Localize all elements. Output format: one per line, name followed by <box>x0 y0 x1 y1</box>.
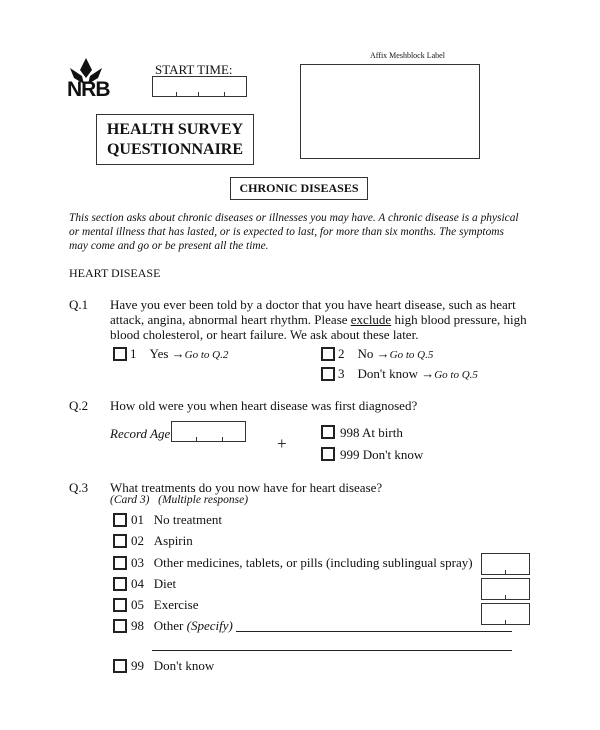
code-input[interactable] <box>481 553 530 575</box>
q1-yes-checkbox[interactable] <box>113 347 127 361</box>
subsection-heading: HEART DISEASE <box>69 266 161 280</box>
q3-option-checkbox[interactable] <box>113 598 127 612</box>
q2-dont-know-checkbox[interactable] <box>321 447 335 461</box>
record-age-label: Record Age <box>110 426 171 441</box>
q3-number: Q.3 <box>69 480 89 495</box>
q1-dont-know-checkbox[interactable] <box>321 367 335 381</box>
specify-line-2[interactable] <box>152 650 512 651</box>
q3-option-checkbox[interactable] <box>113 556 127 570</box>
start-time-label: START TIME: <box>155 62 233 77</box>
code-input[interactable] <box>481 603 530 625</box>
q2-at-birth-checkbox[interactable] <box>321 425 335 439</box>
code-input[interactable] <box>481 578 530 600</box>
logo-text: NRB <box>67 78 110 101</box>
record-age-input[interactable] <box>171 421 246 442</box>
q2-text: How old were you when heart disease was first diagnosed? <box>110 398 418 413</box>
q2-number: Q.2 <box>69 398 89 413</box>
intro-text: This section asks about chronic diseases or illnesses you may have. A chronic disease is a physical or mental illness that has lasted, or is expected to last, for more than six months. The symptoms may come and go or be present all the time. <box>69 212 519 252</box>
q3-option-checkbox[interactable] <box>113 513 127 527</box>
q3-option-checkbox[interactable] <box>113 659 127 673</box>
q1-text: Have you ever been told by a doctor that you have heart disease, such as heart attack, angina, abnormal heart rhythm. Please exclude high blood pressure, high blood cholesterol, or heart failure. We ask about these later. <box>110 297 527 342</box>
title-box <box>96 114 254 165</box>
meshblock-label: Affix Meshblock Label <box>370 51 445 60</box>
title-line-2: QUESTIONNAIRE <box>106 141 244 158</box>
plus-sign: + <box>277 434 287 453</box>
q3-option-checkbox[interactable] <box>113 619 127 633</box>
q3-text: What treatments do you now have for heart disease? <box>110 480 383 495</box>
start-time-input[interactable] <box>152 76 247 97</box>
title-line-1: HEALTH SURVEY <box>106 121 244 138</box>
q1-no-checkbox[interactable] <box>321 347 335 361</box>
section-title: CHRONIC DISEASES <box>230 177 368 200</box>
q1-number: Q.1 <box>69 297 89 312</box>
questionnaire-page: NRB START TIME: Affix Meshblock Label HEALTH SURVEY QUESTIONNAIRE CHRONIC DISEASES This section asks about chronic diseases or illnesses you may have. A chronic disease is a physical or mental illness that has lasted, or is expected to last, for more than six months. The symptoms may come and go or be present all the time. HEART DISEASE Q.1 Have you ever been told by a doctor that you have heart disease, such as heart attack, angina, abnormal heart rhythm. Please exclude high blood pressure, high blood cholesterol, or heart failure. We ask about these later. 1 Yes →Go to Q.2 2 No →Go to Q.5 3 Don't know →Go to Q.5 Q.2 How old were you when heart disease was first diagnosed? Record Age + 998 At birth 999 Don't know Q.3 What treatments do you now have for heart disease? (Card 3) (Multiple response) 01 No treatment 02 Aspirin 03 Other medicines, tablets, or pills (including sublingual spray) 04 Diet 05 Exercise 98 Other (Specify) 99 Don't know <box>0 0 600 730</box>
q3-option-checkbox[interactable] <box>113 534 127 548</box>
q3-subtext: (Card 3) (Multiple response) <box>110 494 249 506</box>
q3-option-checkbox[interactable] <box>113 577 127 591</box>
specify-line-1[interactable] <box>236 631 512 632</box>
meshblock-label-box <box>300 64 480 159</box>
